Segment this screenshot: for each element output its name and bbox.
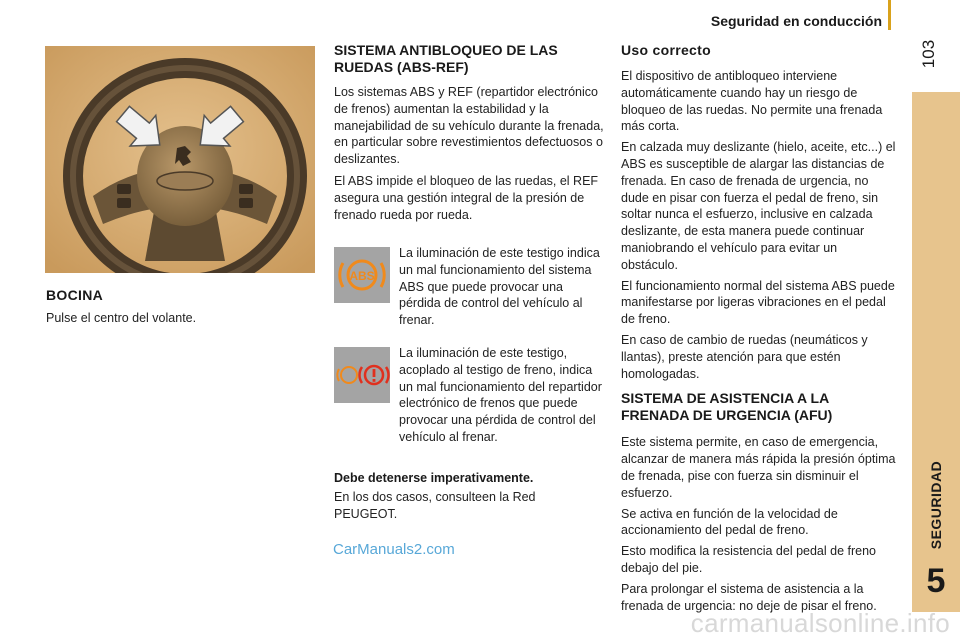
abs-section [334, 42, 606, 228]
horn-text: Pulse el centro del volante. [46, 311, 197, 325]
chapter-number: 5 [926, 562, 946, 600]
abs-paragraph: Los sistemas ABS y REF (repartidor electrónico de frenos) aumentan la estabilidad y la manejabilidad de su vehículo durante la frenada, en particular sobre revestimientos defectuosos o deslizantes. [334, 85, 604, 167]
afu-paragraph: Para prolongar el sistema de asistencia a la frenada de urgencia: no deje de pisar el freno. [621, 581, 877, 613]
page-number: 103 [919, 39, 938, 69]
stop-text: En los dos casos, consulteen la Red PEUGEOT. [334, 490, 536, 521]
afu-heading [621, 390, 896, 424]
ref-warning-text: La iluminación de este testigo, acoplado al testigo de freno, indica un mal funcionamiento del repartidor electrónico de frenos que puede provocar una pérdida de control del vehículo al frenar. [399, 346, 602, 444]
afu-heading-line2: FRENADA DE URGENCIA (AFU) [621, 407, 833, 424]
correct-use-section [621, 42, 896, 618]
chapter-tab-label-box [912, 445, 960, 565]
section-title: Seguridad en conducción [710, 13, 882, 29]
afu-heading-line1: SISTEMA DE ASISTENCIA A LA [621, 390, 830, 407]
abs-warning-light-icon [334, 247, 390, 303]
header-rule [888, 0, 891, 30]
correct-use-paragraph: En calzada muy deslizante (hielo, aceite, etc...) el ABS es susceptible de alargar las distancias de frenada. En caso de frenada de urgencia, no dude en pisar con fuerza el pedal de freno, sin soltar nunca el esfuerzo, inclusive en calzada deslizante, de esta manera puede continuar maniobrando el vehículo para evitar un obstáculo. [621, 140, 896, 272]
afu-paragraph: Se activa en función de la velocidad de accionamiento del pedal de freno. [621, 506, 838, 538]
abs-heading [334, 42, 606, 76]
abs-heading-line2: RUEDAS (ABS-REF) [334, 59, 469, 75]
steering-wheel-photo [45, 46, 315, 273]
abs-heading-line1: SISTEMA ANTIBLOQUEO DE LAS [334, 42, 558, 58]
correct-use-paragraph: En caso de cambio de ruedas (neumáticos y llantas), preste atención para que estén homologadas. [621, 332, 868, 381]
afu-paragraph: Este sistema permite, en caso de emergencia, alcanzar de manera más rápida la presión óptima de frenada, pise con fuerza sin disminuir el esfuerzo. [621, 435, 896, 500]
abs-warning-text: La iluminación de este testigo indica un mal funcionamiento del sistema ABS que puede provocar una pérdida de control del vehículo al frenar. [399, 246, 600, 328]
footer-watermark[interactable]: carmanualsonline.info [690, 608, 950, 638]
correct-use-heading: Uso correcto [621, 42, 711, 58]
site-watermark[interactable]: CarManuals2.com [333, 541, 455, 558]
afu-paragraph: Esto modifica la resistencia del pedal de freno debajo del pie. [621, 544, 877, 575]
horn-heading: BOCINA [46, 287, 104, 303]
correct-use-paragraph: El dispositivo de antibloqueo interviene automáticamente cuando hay un riesgo de bloqueo de las ruedas. No permite una frenada más corta. [621, 69, 883, 134]
abs-icon-text: ABS [349, 269, 375, 283]
stop-heading: Debe detenerse imperativamente. [334, 471, 534, 485]
abs-paragraph: El ABS impide el bloqueo de las ruedas, el REF asegura una gestión integral de la presión de frenado rueda por rueda. [334, 173, 599, 222]
chapter-tab-label: SEGURIDAD [928, 460, 944, 550]
steering-wheel-illustration [45, 46, 315, 273]
ref-warning-light-icon [334, 347, 390, 403]
correct-use-paragraph: El funcionamiento normal del sistema ABS puede manifestarse por ligeras vibraciones en el pedal de freno. [621, 278, 895, 327]
